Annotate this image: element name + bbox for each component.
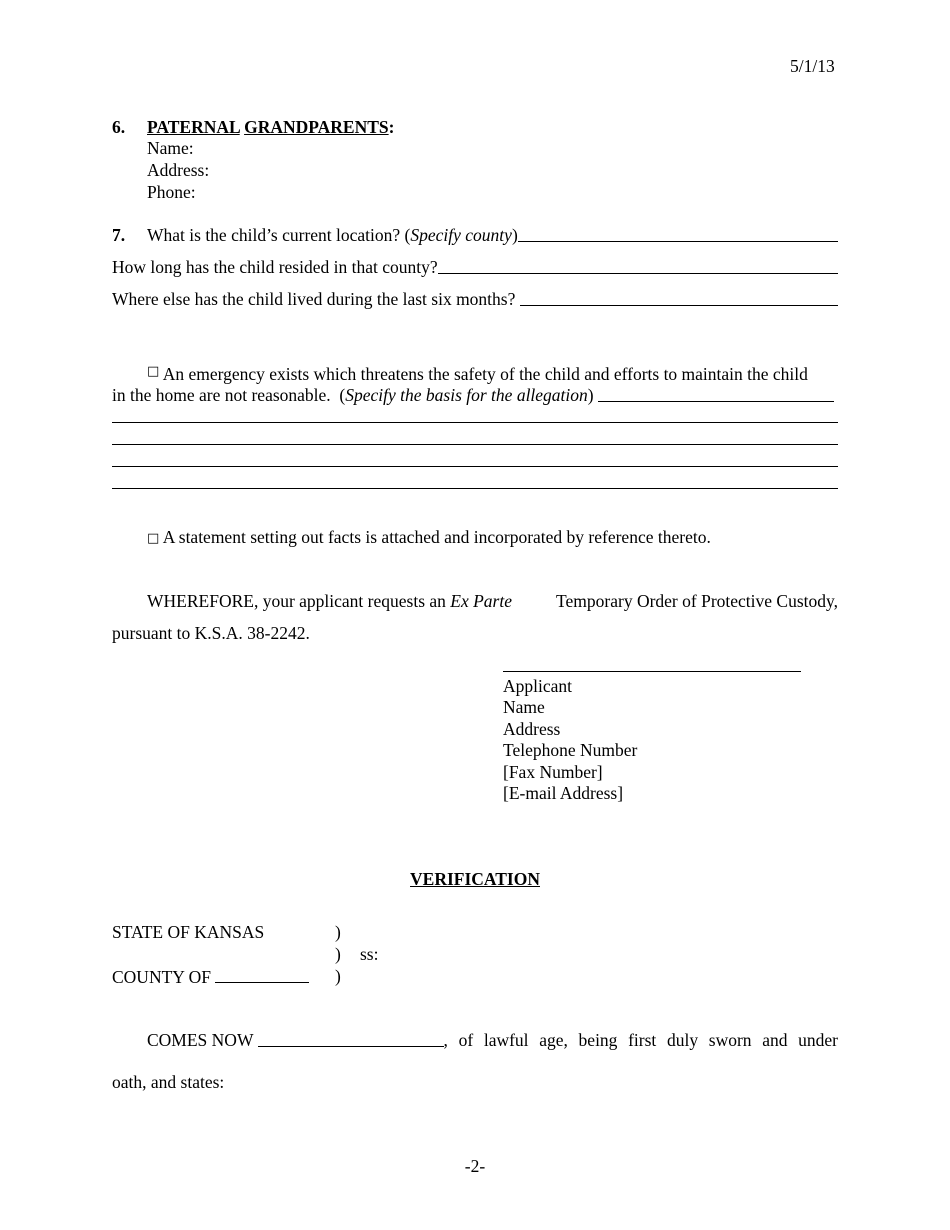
emergency-clause-line2 xyxy=(112,387,834,405)
paren-2: ) xyxy=(335,944,341,964)
duration-blank[interactable] xyxy=(438,259,838,274)
emergency-line2-text: in the home are not reasonable. ( xyxy=(112,385,346,405)
signature-fax: [Fax Number] xyxy=(503,762,603,782)
emergency-checkbox[interactable]: □ xyxy=(147,364,160,379)
title-colon: : xyxy=(388,117,395,137)
allegation-line-1[interactable] xyxy=(112,422,838,423)
other-residences-blank[interactable] xyxy=(520,291,838,306)
signature-name: Name xyxy=(503,697,545,717)
comes-rest-text: , of lawful age, being first duly sworn and under xyxy=(443,1030,838,1050)
signature-email: [E-mail Address] xyxy=(503,783,624,803)
oath-line: oath, and states: xyxy=(112,1072,225,1092)
verification-title: VERIFICATION xyxy=(410,869,540,889)
allegation-line-4[interactable] xyxy=(112,488,838,489)
affiant-name-blank[interactable] xyxy=(258,1032,444,1047)
q1-text: What is the child’s current location? ( xyxy=(147,225,411,245)
allegation-blank[interactable] xyxy=(598,387,834,402)
q1-italic: Specify county xyxy=(410,225,512,245)
wherefore-italic: Ex Parte xyxy=(450,591,512,611)
signature-address: Address xyxy=(503,719,561,739)
comes-now-line xyxy=(147,1032,838,1050)
wherefore-line1 xyxy=(147,593,838,611)
emergency-text: An emergency exists which threatens the safety of the child and efforts to maintain the child xyxy=(159,364,808,384)
county-line xyxy=(112,968,309,987)
allegation-line-2[interactable] xyxy=(112,444,838,445)
location-blank[interactable] xyxy=(518,227,838,242)
paren-1: ) xyxy=(335,922,341,942)
title-word-grandparents: GRANDPARENTS xyxy=(244,117,389,137)
wherefore-text-b: Temporary Order of Protective Custody, xyxy=(552,591,838,611)
question-residence-duration xyxy=(112,259,838,277)
emergency-line2-close: ) xyxy=(587,385,598,405)
header-date: 5/1/13 xyxy=(790,56,835,76)
wherefore-line2: pursuant to K.S.A. 38-2242. xyxy=(112,623,310,643)
county-blank[interactable] xyxy=(215,968,309,983)
state-label: STATE OF KANSAS xyxy=(112,922,265,942)
signature-telephone: Telephone Number xyxy=(503,740,638,760)
section-7-number: 7. xyxy=(112,225,126,245)
signature-line[interactable] xyxy=(503,671,801,672)
q1-close: ) xyxy=(511,225,518,245)
question-current-location xyxy=(147,227,838,245)
page-number: -2- xyxy=(464,1156,486,1176)
phone-label: Phone: xyxy=(147,182,196,202)
county-label: COUNTY OF xyxy=(112,967,216,987)
question-other-residences xyxy=(112,291,838,309)
section-6-number: 6. xyxy=(112,117,126,137)
wherefore-text-a: WHEREFORE, your applicant requests an xyxy=(147,591,451,611)
statement-text: A statement setting out facts is attached and incorporated by reference thereto. xyxy=(159,527,711,547)
section-6-title xyxy=(147,119,394,137)
statement-clause xyxy=(147,529,711,547)
signature-applicant: Applicant xyxy=(503,676,573,696)
emergency-line2-italic: Specify the basis for the allegation xyxy=(345,385,588,405)
allegation-line-3[interactable] xyxy=(112,466,838,467)
q2-text: How long has the child resided in that county? xyxy=(112,257,438,277)
ss-label: ss: xyxy=(360,944,379,964)
title-word-paternal: PATERNAL xyxy=(147,117,240,137)
statement-checkbox[interactable]: □ xyxy=(147,531,160,546)
q3-text: Where else has the child lived during the last six months? xyxy=(112,289,520,309)
name-label: Name: xyxy=(147,138,194,158)
paren-3: ) xyxy=(335,966,341,986)
address-label: Address: xyxy=(147,160,210,180)
comes-rest xyxy=(444,1032,838,1050)
emergency-clause-line1 xyxy=(147,366,838,384)
comes-now-label: COMES NOW xyxy=(147,1030,258,1050)
